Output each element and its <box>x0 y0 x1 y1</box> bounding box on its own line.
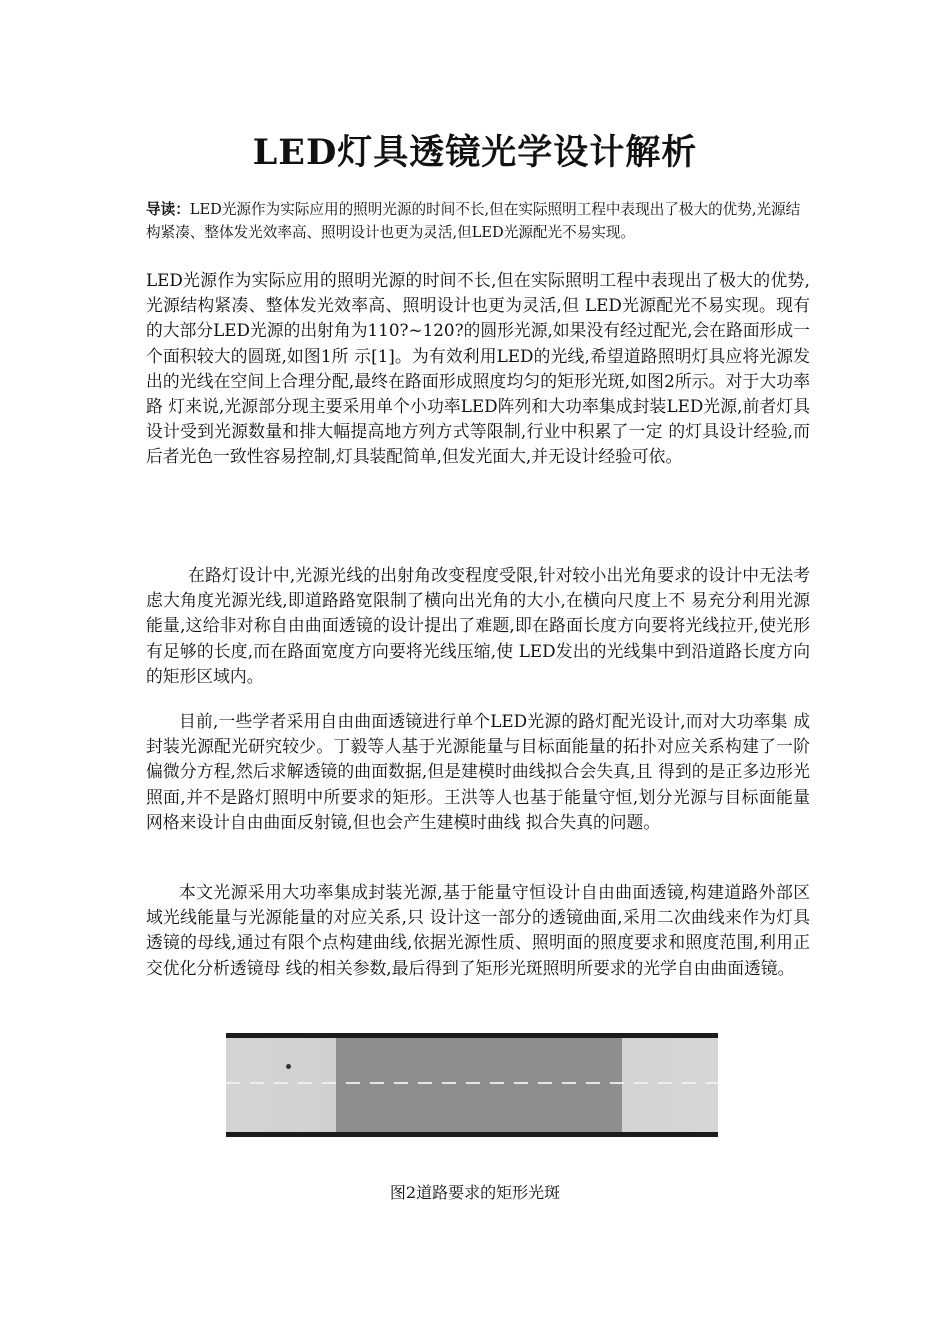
body-paragraph-4: 本文光源采用大功率集成封装光源,基于能量守恒设计自由曲面透镜,构建道路外部区域光线能量与光源能量的对应关系,只 设计这一部分的透镜曲面,采用二次曲线来作为灯具透镜的母线,通过有限个点构建曲线,依据光源性质、照明面的照度要求和照度范围,利用正交优化分析透镜母 线的相关参数,最后得到了矩形光斑照明所要求的光学自由曲面透镜。 <box>146 882 810 978</box>
road-center-line <box>226 1082 718 1084</box>
lead-label: 导读： <box>146 201 190 218</box>
road-edge-bottom <box>226 1132 718 1137</box>
body-paragraph-1: LED光源作为实际应用的照明光源的时间不长,但在实际照明工程中表现出了极大的优势,光源结构紧凑、整体发光效率高、照明设计也更为灵活,但 LED光源配光不易实现。现有的大部分LED光源的出射角为110?~120?的圆形光源,如果没有经过配光,会在路面形成一个面积较大的圆斑,如图1所 示[1]。为有效利用LED的光线,希望道路照明灯具应将光源发出的光线在空间上合理分配,最终在路面形成照度均匀的矩形光斑,如图2所示。对于大功率路 灯来说,光源部分现主要采用单个小功率LED阵列和大功率集成封装LED光源,前者灯具设计受到光源数量和排大幅提高地方列方式等限制,行业中积累了一定 的灯具设计经验,而后者光色一致性容易控制,灯具装配简单,但发光面大,并无设计经验可依。 <box>146 270 810 467</box>
road-light-spot-figure <box>226 1030 718 1142</box>
road-mark <box>286 1064 291 1069</box>
lead-text: LED光源作为实际应用的照明光源的时间不长,但在实际照明工程中表现出了极大的优势,光源结构紧凑、整体发光效率高、照明设计也更为灵活,但LED光源配光不易实现。 <box>146 201 801 241</box>
rectangular-light-spot <box>336 1038 622 1132</box>
document-title: LED灯具透镜光学设计解析 <box>252 132 698 173</box>
lead-summary <box>146 198 811 244</box>
figure-caption: 图2道路要求的矩形光斑 <box>389 1183 561 1202</box>
body-paragraph-2: 在路灯设计中,光源光线的出射角改变程度受限,针对较小出光角要求的设计中无法考虑大角度光源光线,即道路路宽限制了横向出光角的大小,在横向尺度上不 易充分利用光源能量,这给非对称自由曲面透镜的设计提出了难题,即在路面长度方向要将光线拉开,使光形有足够的长度,而在路面宽度方向要将光线压缩,使 LED发出的光线集中到沿道路长度方向的矩形区域内。 <box>146 565 810 686</box>
body-paragraph-3: 目前,一些学者采用自由曲面透镜进行单个LED光源的路灯配光设计,而对大功率集 成封装光源配光研究较少。丁毅等人基于光源能量与目标面能量的拓扑对应关系构建了一阶偏微分方程,然后求解透镜的曲面数据,但是建模时曲线拟合会失真,且 得到的是正多边形光照面,并不是路灯照明中所要求的矩形。王洪等人也基于能量守恒,划分光源与目标面能量网格来设计自由曲面反射镜,但也会产生建模时曲线 拟合失真的问题。 <box>146 711 810 832</box>
road-edge-top <box>226 1033 718 1038</box>
